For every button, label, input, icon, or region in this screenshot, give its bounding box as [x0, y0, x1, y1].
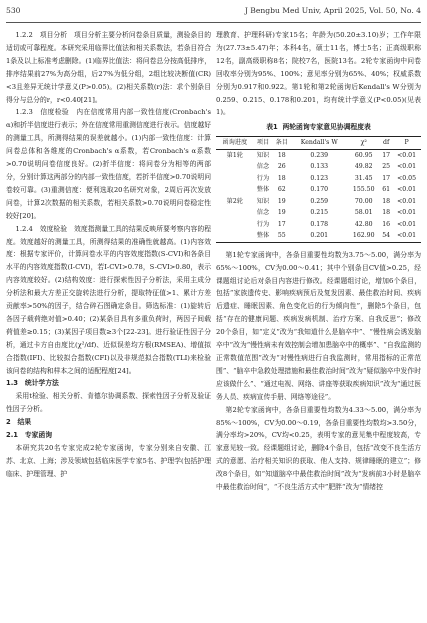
table-row — [216, 161, 421, 173]
table-row — [216, 149, 421, 161]
table-row — [216, 230, 421, 242]
paragraph-statistics: 采用t检验、相关分析、肯德尔协调系数、探索性因子分析及验证性因子分析。 — [6, 392, 211, 414]
page-number: 530 — [6, 6, 21, 15]
table-cell: 18 — [382, 209, 391, 217]
table-cell: 0.239 — [310, 151, 329, 159]
table-cell: 58.01 — [354, 209, 373, 217]
table-cell: 第1轮 — [226, 151, 243, 159]
column-header: 条目 — [272, 137, 291, 150]
table-cell: 行为 — [256, 220, 270, 228]
table-row — [216, 196, 421, 208]
table-caption — [216, 121, 421, 134]
table-cell: 0.201 — [291, 230, 347, 242]
table-cell: 0.178 — [310, 220, 329, 228]
column-header: χ² — [347, 137, 380, 150]
table-cell: 19 — [277, 197, 286, 205]
table-cell: 31.45 — [354, 174, 373, 182]
paragraph-experts: 本研究共20名专家完成2轮专家函询，专家分别来自安徽、江苏、北京、上海；涉及领域包括临床医学专家5名、护理学(包括护理临床、护理管理、护 — [6, 444, 211, 478]
column-header: 项目 — [254, 137, 273, 150]
table-cell: 54 — [380, 230, 392, 242]
table-cell: 第2轮 — [226, 197, 243, 205]
table-cell: 155.50 — [352, 186, 375, 194]
paragraph-round-one: 第1轮专家函询中，各条目重要性均数为3.75～5.00，满分率为65%～100%，CV为0.00～0.41；其中个别条目CV值>0.25，经课题组讨论后对条目内容进行修改。经课题组讨论，增加6个条目，包括“家族遗传史、影响疾病预后及复发因素、最佳救治时间、疾病后遗症、睡眠因素、角色变化后的行为倾向性”，删除5个条目，包括“存在的健康问题、疾病发病机制、治疗方案、自我反思”；修改20个条目，如“定义”改为“我知道什么是脑卒中”、“慢性病会诱发脑卒中”改为“慢性病未有效控制会增加患脑卒中的概率”、“自我监测的正常数值范围”改为“对慢性病进行自我监测时，常用指标的正常范围”、“脑卒中急救处理措施和最佳救治时间”改为“疑似脑卒中发作时应该做什么”、“通过电视、网络、讲座等获取疾病知识”改为“通过医务人员、疾病宣传手册、网络等途径”。 — [216, 250, 421, 401]
table-cell: <0.01 — [397, 220, 417, 228]
consultation-table — [216, 136, 421, 243]
table-cell: 62 — [277, 186, 286, 194]
column-header: 函询进度 — [216, 137, 254, 150]
table-cell: 0.215 — [310, 209, 329, 217]
table-cell — [216, 161, 254, 173]
table-row — [216, 207, 421, 219]
heading-results: 2 结果 — [6, 418, 32, 427]
table-cell: 25 — [382, 163, 391, 171]
table-cell: <0.01 — [392, 230, 421, 242]
table-cell: 0.133 — [310, 163, 329, 171]
table-cell: 18 — [382, 197, 391, 205]
table-cell: 17 — [382, 151, 391, 159]
table-cell: 17 — [382, 174, 391, 182]
right-column — [216, 29, 421, 619]
table-cell: 0.259 — [310, 197, 329, 205]
table-cell: <0.01 — [397, 197, 417, 205]
table-cell: 42.80 — [354, 220, 373, 228]
table-cell: 信念 — [256, 163, 270, 171]
table-row — [216, 173, 421, 185]
table-cell: 19 — [277, 209, 286, 217]
table-cell: <0.01 — [397, 151, 417, 159]
table-cell — [216, 230, 254, 242]
table-cell: 162.90 — [347, 230, 380, 242]
table-title: 两轮函询专家意见协调程度表 — [282, 123, 371, 132]
table-row — [216, 219, 421, 231]
left-column — [6, 29, 211, 619]
table-cell: 知识 — [256, 151, 270, 159]
table-cell — [216, 184, 254, 196]
table-cell: 行为 — [256, 174, 270, 182]
column-header: P — [392, 137, 421, 150]
paragraph-validity: 1.2.4 效度检验 效度指测量工具的结果反映所要考察内容的程度。效度越好的测量工具，所测得结果的准确性就越高。(1)内容效度：根据专家评价，计算问卷水平的内容效度指数(S-CVI)和各条目水平的内容效度指数(I-CVI)，若I-CVI>0.78，S-CVI>0.80，表示内容效度较好。(2)结构效度：进行探索性因子分析法，采用主成分分析法和最大方差正交旋转法进行分析，提取特征值>1、累计方差贡献率>50%的因子，结合碎石图确定条目。筛选标准：(1)旋转后各因子载荷绝对值>0.40；(2)某条目具有多重负荷时，两因子间载荷值差≥0.15；(3)某因子项目数≥3个[22-23]。进行验证性因子分析，通过卡方自由度比(χ²/df)、近似误差均方根(RMSEA)、增值拟合指数(IFI)、比较拟合指数(CFI)以及非规范拟合指数(TLI)来检验该问卷的结构和样本之间的适配程度[24]。 — [6, 224, 211, 375]
page-header — [6, 6, 421, 20]
table-cell: 整体 — [254, 230, 273, 242]
table-cell: 信念 — [256, 209, 270, 217]
table-cell: 49.82 — [354, 163, 373, 171]
column-header: Kendall's W — [291, 137, 347, 150]
table-row — [216, 184, 421, 196]
journal-citation: J Bengbu Med Univ, April 2025, Vol. 50, No. 4 — [244, 6, 421, 15]
table-cell — [216, 173, 254, 185]
table-cell: 16 — [382, 220, 391, 228]
table-cell: 26 — [277, 163, 286, 171]
table-cell: 60.95 — [354, 151, 373, 159]
table-cell: 整体 — [256, 186, 270, 194]
table-cell: 0.123 — [310, 174, 329, 182]
table-cell: 61 — [382, 186, 391, 194]
table-cell: 70.00 — [354, 197, 373, 205]
table-cell: <0.05 — [397, 174, 417, 182]
table-cell: <0.01 — [397, 209, 417, 217]
table-cell: 18 — [277, 151, 286, 159]
table-cell: 17 — [277, 220, 286, 228]
header-rule — [6, 22, 421, 23]
table-cell: <0.01 — [397, 163, 417, 171]
column-header: df — [380, 137, 392, 150]
table-cell: 18 — [277, 174, 286, 182]
table-cell: 知识 — [256, 197, 270, 205]
table-cell — [216, 207, 254, 219]
table-cell — [216, 219, 254, 231]
paragraph-reliability: 1.2.3 信度检验 内在信度常用内部一致性信度(Cronbach's α)和折半信度进行表示；外在信度常用重测信度进行表示。信度越好的测量工具，所测得结果的误差就越小。(1)内部一致性信度：计算问卷总体和各维度的Cronbach's α系数，若Cronbach's α系数>0.70说明问卷信度良好。(2)折半信度：将问卷分为相等的两部分，分别计算这两部分的内部一致性信度，若折半信度>0.70说明问卷较可靠。(3)重测信度：便利选取20名研究对象，2周后再次发放问卷，计算2次数据的相关系数，若相关系数>0.70说明问卷稳定性较好[20]。 — [6, 108, 211, 220]
table-label: 表1 — [266, 123, 278, 132]
heading-expert-consultation: 2.1 专家函询 — [6, 431, 53, 440]
paragraph-round-two: 第2轮专家函询中，各条目重要性均数为4.33～5.00，满分率为85%～100%，CV为0.00～0.19，各条目重要性均数均>3.50分，满分率均>20%，CV均<0.25，表明专家的意见集中程度较高，专家意见较一致。经课题组讨论，删除4个条目，包括“改变不良生活方式的意愿、治疗相关知识的获取、他人支持、规律睡眠的建立”；修改8个条目，如“知道脑卒中最佳救治时间”改为“发病前3小时是脑卒中最佳救治时间”，“不良生活方式中”肥胖“改为“情绪控 — [216, 405, 421, 492]
table-cell: 0.170 — [310, 186, 329, 194]
paragraph-experts-continued: 理教育、护理科研)专家15名；年龄为(50.20±3.10)岁；工作年限为(27.73±5.47)年；本科4名，硕士11名，博士5名；正高级职称12名，副高级职称8名；院校7名，医院13名。2轮专家函询中问卷回收率分别为95%、100%；意见率分别为65%、40%；权威系数分别为0.917和0.922。第1轮和第2轮函询后Kendall's W分别为0.259、0.215、0.178和0.201，均有统计学意义(P<0.05)(见表1)。 — [216, 31, 421, 117]
table-cell: 55 — [272, 230, 291, 242]
table-header-row — [216, 137, 421, 150]
heading-statistics: 1.3 统计学方法 — [6, 379, 59, 388]
table-cell: <0.01 — [397, 186, 417, 194]
paragraph-item-analysis: 1.2.2 项目分析 项目分析主要分析问卷条目质量，测验条目的适切或可靠程度。本研究采用临界比值法和相关系数法，若条目符合1条及以上标准考虑删除。(1)临界比值法：将问卷总分按高低排序，排序结果前27%为高分组，后27%为低分组，2组比较决断值(CR)<3且差异无统计学意义(P>0.05)。(2)相关系数(r)法：求个别条目得分与总分的r，r<0.40[21]。 — [6, 31, 211, 104]
